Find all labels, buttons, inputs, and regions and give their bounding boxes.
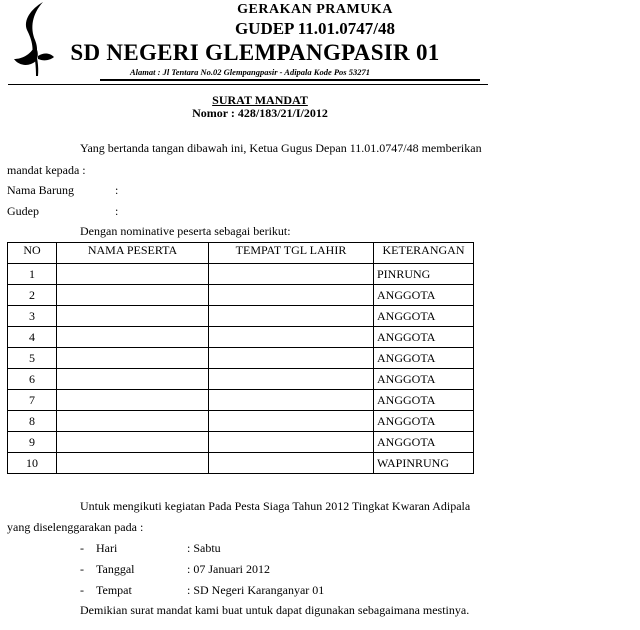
field-gudep-separator: :: [115, 204, 119, 218]
intro-line-2: mandat kepada :: [7, 163, 86, 177]
row-keterangan: ANGGOTA: [374, 432, 474, 453]
row-no: 4: [8, 327, 57, 348]
row-nama: [57, 285, 209, 306]
table-row: [8, 306, 474, 327]
row-tempat: [209, 411, 374, 432]
detail-label-hari: Hari: [96, 541, 118, 555]
table-row: [8, 369, 474, 390]
intro-line-1: Yang bertanda tangan dibawah ini, Ketua Gugus Depan 11.01.0747/48 memberikan: [80, 141, 482, 155]
detail-value-tanggal: : 07 Januari 2012: [187, 562, 270, 576]
field-barung-label: Nama Barung: [7, 183, 74, 197]
school-address: Alamat : Jl Tentara No.02 Glempangpasir - Adipala Kode Pos 53271: [130, 67, 370, 77]
row-nama: [57, 369, 209, 390]
detail-label-tanggal: Tanggal: [96, 562, 135, 576]
detail-label-tempat: Tempat: [96, 583, 132, 597]
detail-dash: -: [80, 562, 84, 576]
row-nama: [57, 327, 209, 348]
row-tempat: [209, 348, 374, 369]
table-row: [8, 453, 474, 474]
row-keterangan: ANGGOTA: [374, 390, 474, 411]
participants-table: [7, 242, 474, 474]
row-keterangan: ANGGOTA: [374, 348, 474, 369]
row-tempat: [209, 285, 374, 306]
row-no: 8: [8, 411, 57, 432]
gudep-number: GUDEP 11.01.0747/48: [234, 19, 396, 38]
header-divider-thin: [8, 84, 488, 85]
table-row: [8, 264, 474, 285]
row-keterangan: ANGGOTA: [374, 327, 474, 348]
row-tempat: [209, 327, 374, 348]
detail-dash: -: [80, 541, 84, 555]
row-keterangan: PINRUNG: [374, 264, 474, 285]
field-barung-separator: :: [115, 183, 119, 197]
event-line-1: Untuk mengikuti kegiatan Pada Pesta Siaga Tahun 2012 Tingkat Kwaran Adipala: [80, 499, 471, 513]
row-nama: [57, 432, 209, 453]
row-nama: [57, 306, 209, 327]
closing-text: Demikian surat mandat kami buat untuk dapat digunakan sebagaimana mestinya.: [80, 603, 470, 617]
row-tempat: [209, 390, 374, 411]
row-no: 6: [8, 369, 57, 390]
detail-value-tempat: : SD Negeri Karanganyar 01: [187, 583, 325, 597]
table-row: [8, 390, 474, 411]
pramuka-logo-icon: [8, 0, 58, 78]
row-keterangan: WAPINRUNG: [374, 453, 474, 474]
header-no: NO: [8, 243, 57, 264]
table-row: [8, 285, 474, 306]
org-name: GERAKAN PRAMUKA: [237, 2, 393, 17]
field-gudep-label: Gudep: [7, 204, 39, 218]
row-nama: [57, 411, 209, 432]
row-no: 7: [8, 390, 57, 411]
row-tempat: [209, 432, 374, 453]
row-tempat: [209, 453, 374, 474]
table-header-row: [8, 243, 474, 264]
table-row: [8, 327, 474, 348]
table-row: [8, 348, 474, 369]
header-tempat-tgl-lahir: TEMPAT TGL LAHIR: [209, 243, 374, 264]
detail-value-hari: : Sabtu: [187, 541, 221, 555]
row-nama: [57, 264, 209, 285]
row-keterangan: ANGGOTA: [374, 285, 474, 306]
row-no: 1: [8, 264, 57, 285]
school-name: SD NEGERI GLEMPANGPASIR 01: [70, 40, 440, 65]
row-tempat: [209, 264, 374, 285]
table-row: [8, 432, 474, 453]
row-keterangan: ANGGOTA: [374, 306, 474, 327]
row-no: 5: [8, 348, 57, 369]
row-tempat: [209, 306, 374, 327]
row-keterangan: ANGGOTA: [374, 369, 474, 390]
row-no: 10: [8, 453, 57, 474]
header-divider: [100, 79, 480, 81]
row-nama: [57, 390, 209, 411]
table-row: [8, 411, 474, 432]
header-nama-peserta: NAMA PESERTA: [57, 243, 209, 264]
letter-title: SURAT MANDAT: [212, 93, 308, 107]
row-no: 9: [8, 432, 57, 453]
nominative-text: Dengan nominative peserta sebagai berikut:: [80, 224, 291, 238]
row-nama: [57, 453, 209, 474]
row-no: 2: [8, 285, 57, 306]
row-nama: [57, 348, 209, 369]
row-keterangan: ANGGOTA: [374, 411, 474, 432]
row-no: 3: [8, 306, 57, 327]
event-line-2: yang diselenggarakan pada :: [7, 520, 144, 534]
letter-number: Nomor : 428/183/21/I/2012: [192, 106, 328, 120]
detail-dash: -: [80, 583, 84, 597]
header-keterangan: KETERANGAN: [374, 243, 474, 264]
row-tempat: [209, 369, 374, 390]
